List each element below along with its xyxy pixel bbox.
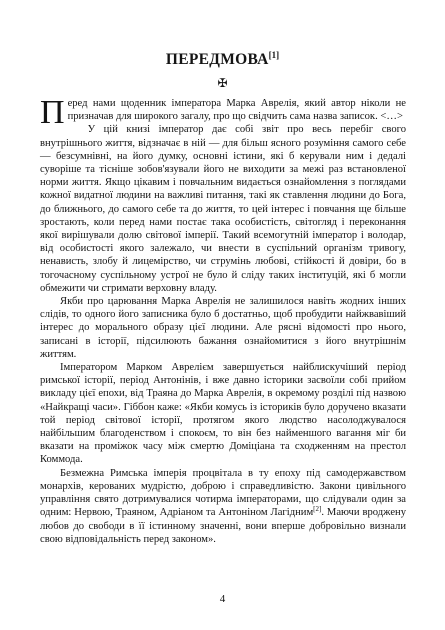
paragraph-5 [40, 467, 406, 546]
title-text: ПЕРЕДМОВА [165, 51, 269, 68]
paragraph-5-text-start: Безмежна Римська імперія процвітала в ту епоху під самодержавством монархів, керованих мудрістю, доброю і справедливістю. Закони цивільного управління свято дотримувалися чотирма імператорами, що слідували один за одним: Нервою, Траяном, Адріаном та Антоніном Лагідним [40, 467, 406, 519]
page-number: 4 [219, 593, 226, 605]
paragraph-3: Якби про царювання Марка Аврелія не залишилося навіть жодних інших слідів, то одного його записника було б достатньо, щоб пробудити найжвавіший інтерес до морального образу цієї людини. Але рясні відомості про нього, записані в історії, підсилюють бажання ознайомитися з його внутрішнім життям. [40, 296, 406, 360]
paragraph-1 [40, 94, 406, 131]
paragraph-5-text-end: . Маючи вроджену любов до свободи в її істинному значенні, вони вперше добровільно визнали свою відповідальність перед законом». [40, 507, 406, 545]
drop-cap: П [40, 94, 65, 131]
page-title [0, 50, 445, 69]
cross-ornament-icon: ✠ [217, 76, 228, 90]
paragraph-1-text: еред нами щоденник імператора Марка Аврелія, який автор ніколи не призначав для широкого загалу, про що свідчить сама назва записок. <…> [67, 98, 406, 123]
footnote-ref-2[interactable]: [2] [313, 505, 322, 514]
title-footnote-ref[interactable]: [1] [268, 50, 280, 60]
body-text [40, 94, 406, 546]
paragraph-4: Імператором Марком Аврелієм завершується найблискучіший період римської історії, період Антонінів, і вже давно історики засвоїли собі прийом викладу цієї епохи, від Траяна до Марка Аврелія, в окремому розділі під назвою «Найкращі часи». Гіббон каже: «Якби комусь із істориків було доручено вказати той період світової історії, протягом якого людство насолоджувалося найбільшим благоденством і спокоєм, то він без найменшого вагання міг би вказати на проміжок часу між смертю Доміціана та сходженням на престол Коммода. [40, 362, 406, 466]
paragraph-2: У цій книзі імператор дає собі звіт про весь перебіг свого внутрішнього життя, відзначає в ній — для більш ясного розуміння самого себе — безсумнівні, на його думку, основні істини, які б керували ним і дедалі суворіше та тісніше зобов'язували його не виходити за межі раз встановленої норми життя. Якщо цікавим і повчальним видається ознайомлення з поглядами кожної видатної людини на важливі питання, такі як ставлення людини до Бога, до ближнього, до самого себе та до життя, то цей інтерес і повчання ще більше зростають, коли перед нами постає така особистість, світогляд і переконання якої вирішували долю світової імперії. Такий всемогутній імператор і володар, від особистості якого залежало, чи внести в суспільний організм тривогу, ненависть, злобу й лицемірство, чи струмінь любові, стійкості й довіри, бо в тогочасному суспільному устрої не було й сліду таких інституцій, які б могли обмежити чи стримати верховну владу. [40, 124, 406, 294]
